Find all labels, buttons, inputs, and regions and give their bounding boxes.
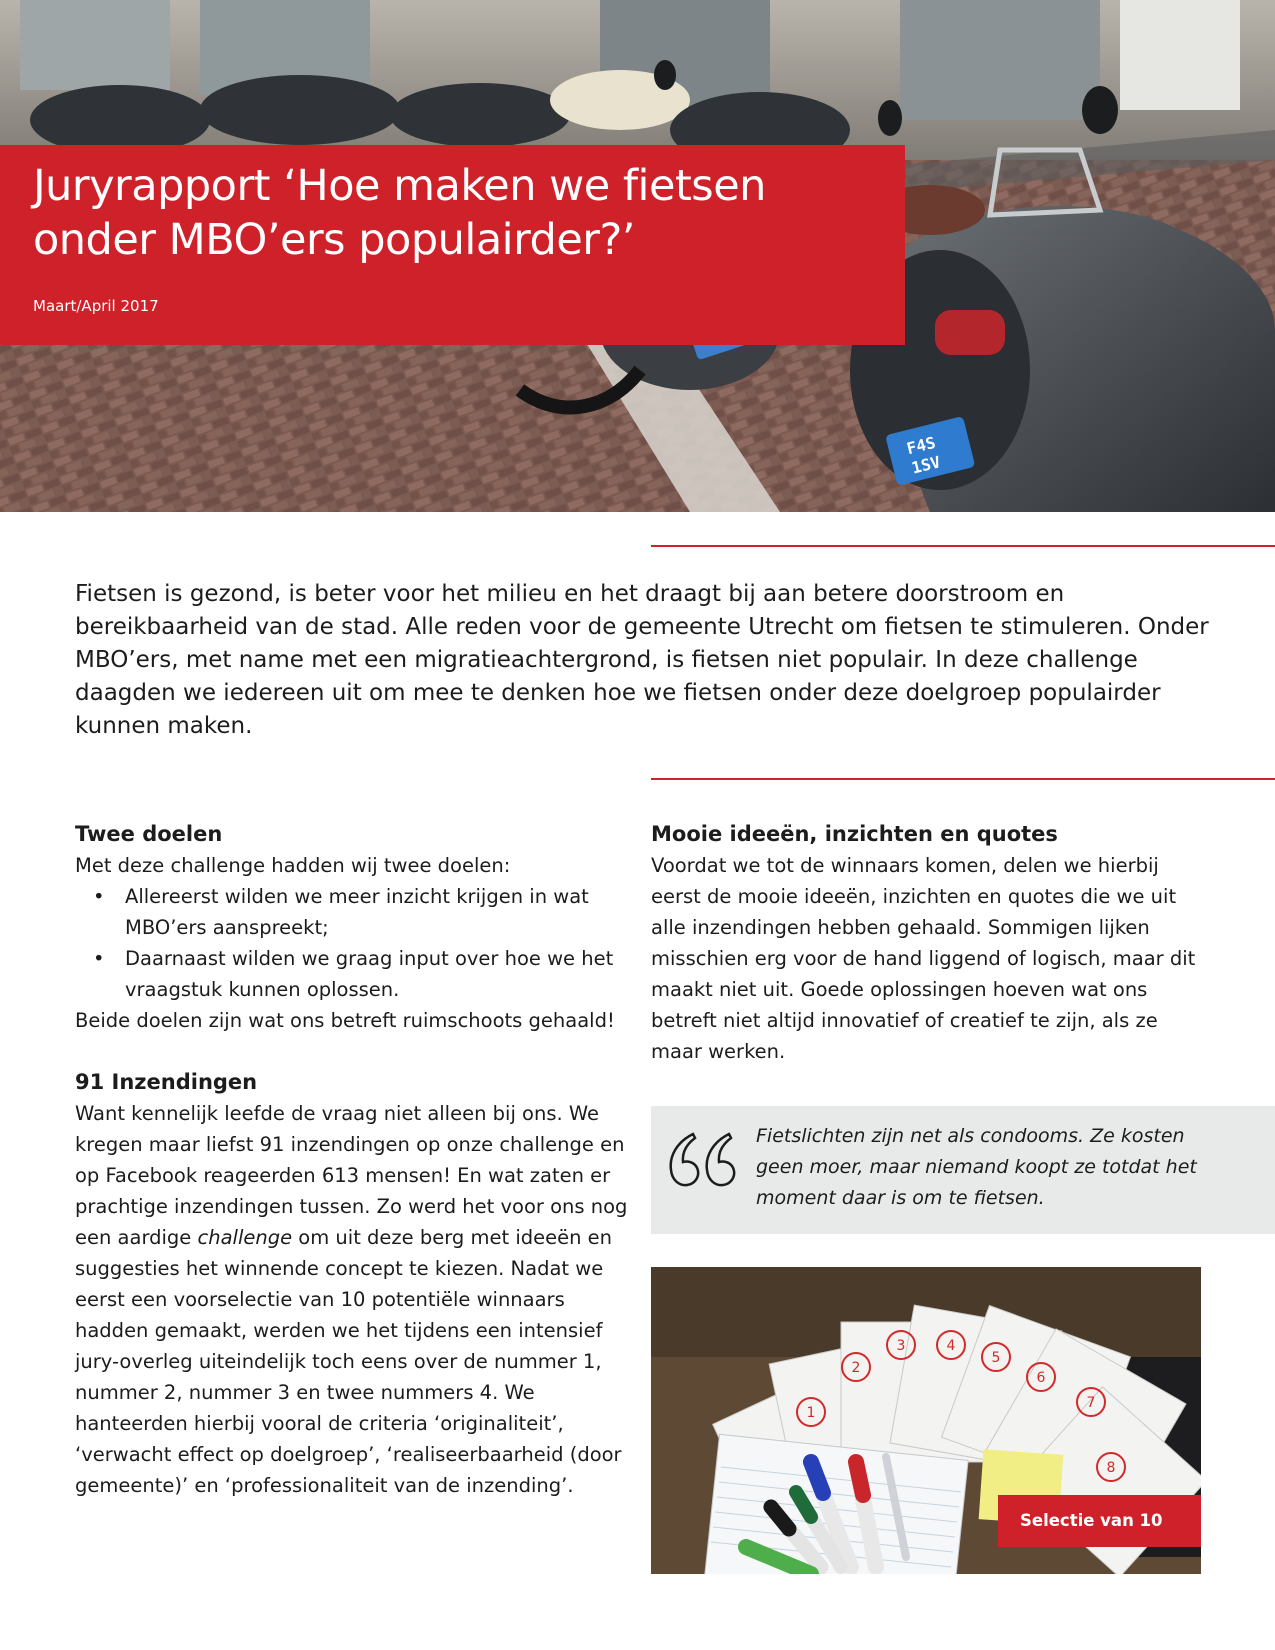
page-title-line-1: Juryrapport ‘Hoe maken we fietsen <box>33 161 766 211</box>
card-number: 2 <box>851 1360 861 1376</box>
heading-twee-doelen: Twee doelen <box>75 822 223 846</box>
card-number: 1 <box>806 1405 816 1421</box>
ideas-paragraph: Voordat we tot de winnaars komen, delen we hierbij eerst de mooie ideeën, inzichten en quotes die we uit alle inzendingen hebben gehaald. Sommigen lijken misschien erg voor de hand liggend of logisch, maar dit maakt niet uit. Goede oplossingen hoeven wat ons betreft niet altijd innovatief of creatief te zijn, als ze maar werken. <box>651 854 1196 1063</box>
card-number: 6 <box>1036 1370 1046 1386</box>
quote-box <box>651 1106 1275 1234</box>
card-number: 8 <box>1106 1460 1116 1476</box>
card-number: 7 <box>1086 1395 1096 1411</box>
submissions-emphasis: challenge <box>197 1226 293 1249</box>
submissions-paragraph <box>75 1098 635 1501</box>
list-item: • Daarnaast wilden we graag input over hoe we het vraagstuk kunnen oplossen. <box>75 943 635 1005</box>
heading-ideeen: Mooie ideeën, inzichten en quotes <box>651 822 1058 846</box>
submissions-text-a: Want kennelijk leefde de vraag niet alleen bij ons. We kregen maar liefst 91 inzendingen op onze challenge en op Facebook reageerden 613 mensen! En wat zaten er prachtige inzendingen tussen. Zo werd het voor ons nog een aardige <box>75 1102 628 1249</box>
quote-mark-icon <box>663 1128 741 1190</box>
goals-intro: Met deze challenge hadden wij twee doelen: <box>75 854 511 877</box>
publication-date: Maart/April 2017 <box>33 297 159 315</box>
quote-text: Fietslichten zijn net als condooms. Ze kosten geen moer, maar niemand koopt ze totdat het moment daar is om te fietsen. <box>756 1125 1197 1209</box>
middle-divider <box>651 778 1275 780</box>
card-number: 3 <box>896 1338 906 1354</box>
plate-text-2: 1SV <box>909 452 943 478</box>
goals-conclusion: Beide doelen zijn wat ons betreft ruimschoots gehaald! <box>75 1009 615 1032</box>
intro-paragraph: Fietsen is gezond, is beter voor het milieu en het draagt bij aan betere doorstroom en bereikbaarheid van de stad. Alle reden voor de gemeente Utrecht om fietsen te stimuleren. Onder MBO’ers, met name met een migratieachtergrond, is fietsen niet populair. In deze challenge daagden we iedereen uit om mee te denken hoe we fietsen onder deze doelgroep populairder kunnen maken. <box>75 581 1209 739</box>
right-column <box>651 819 1211 1067</box>
card-number: 4 <box>946 1338 956 1354</box>
submissions-text-b: om uit deze berg met ideeën en suggesties het winnende concept te kiezen. Nadat we eerst een voorselectie van 10 potentiële winnaars hadden gemaakt, werden we het tijdens een intensief jury-overleg uiteindelijk toch eens over de nummer 1, nummer 2, nummer 3 en twee nummers 4. We hanteerden hierbij vooral de criteria ‘originaliteit’, ‘verwacht effect op doelgroep’, ‘realiseerbaarheid (door gemeente)’ en ‘professionaliteit van de inzending’. <box>75 1226 622 1497</box>
top-divider <box>651 545 1275 547</box>
card-number: 5 <box>991 1350 1001 1366</box>
list-item: • Allereerst wilden we meer inzicht krijgen in wat MBO’ers aanspreekt; <box>75 881 635 943</box>
heading-inzendingen: 91 Inzendingen <box>75 1070 258 1094</box>
page-title <box>33 159 885 267</box>
goals-list <box>75 881 635 1005</box>
plate-text-1: F4S <box>904 432 938 459</box>
page-title-line-2: onder MBO’ers populairder?’ <box>33 215 635 265</box>
title-banner <box>0 145 905 345</box>
photo-caption: Selectie van 10 <box>998 1495 1201 1547</box>
left-column <box>75 819 635 1501</box>
